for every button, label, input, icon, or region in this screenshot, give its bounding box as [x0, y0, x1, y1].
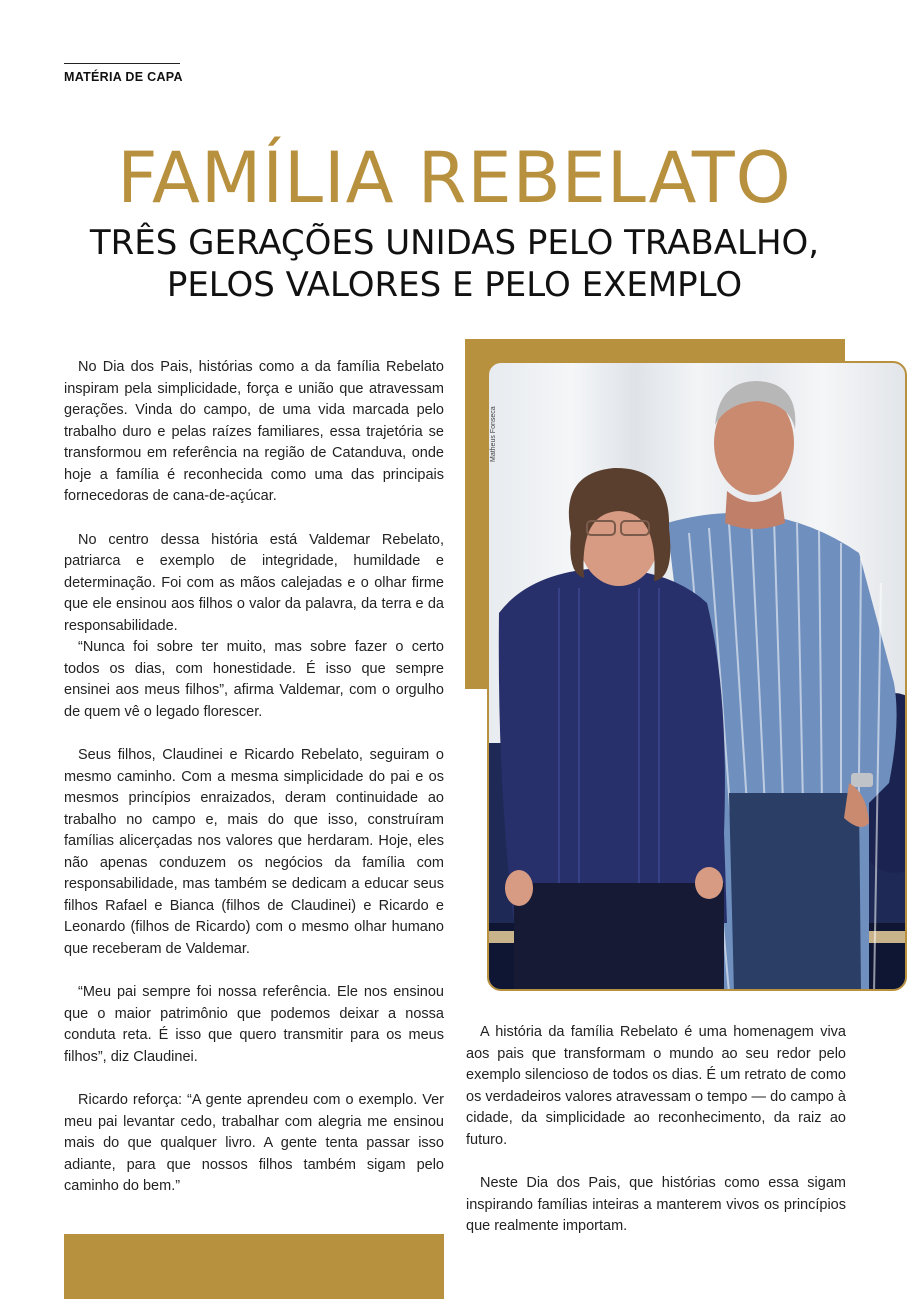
article-title: FAMÍLIA REBELATO	[117, 137, 792, 219]
subtitle-line-1: TRÊS GERAÇÕES UNIDAS PELO TRABALHO,	[89, 223, 820, 263]
paragraph-valdemar-quote: “Nunca foi sobre ter muito, mas sobre fazer o certo todos os dias, com honestidade. É isso que sempre ensinei aos meus filhos”, afirma Valdemar, com o orgulho de quem vê o legado florescer.	[64, 639, 444, 720]
footer-gold-bar	[64, 1234, 444, 1299]
paragraph-tribute: A história da família Rebelato é uma homenagem viva aos pais que transformam o mundo ao seu redor pelo exemplo silencioso de todos os dias. É um retrato de como os verdadeiros valores atravessam o tempo — do campo à cidade, da simplicidade ao reconhecimento, da raiz ao futuro.	[466, 1024, 846, 1148]
section-label: MATÉRIA DE CAPA	[64, 70, 183, 84]
paragraph-sons: Seus filhos, Claudinei e Ricardo Rebelato, seguiram o mesmo caminho. Com a mesma simplicidade do pai e os mesmos princípios enraizados, deram continuidade ao trabalho no campo e, mais do que isso, construíram famílias alicerçadas nos valores que herdaram. Hoje, eles não apenas conduzem os negócios da família com responsabilidade, mas também se dedicam a educar seus filhos Rafael e Bianca (filhos de Claudinei) e Ricardo e Leonardo (filhos de Ricardo) com o mesmo olhar humano que receberam de Valdemar.	[64, 747, 444, 957]
article-subtitle	[0, 222, 909, 306]
paragraph-closing: Neste Dia dos Pais, que histórias como essa sigam inspirando famílias inteiras a manterem vivos os princípios que realmente importam.	[466, 1175, 846, 1234]
right-column	[466, 1022, 846, 1260]
paragraph-valdemar: No centro dessa história está Valdemar Rebelato, patriarca e exemplo de integridade, humildade e determinação. Foi com as mãos calejadas e o olhar firme que ele ensinou aos filhos o valor da palavra, da terra e da responsabilidade.	[64, 531, 444, 634]
subtitle-line-2: PELOS VALORES E PELO EXEMPLO	[166, 265, 743, 305]
section-rule	[64, 63, 180, 64]
paragraph-ricardo-quote: Ricardo reforça: “A gente aprendeu com o exemplo. Ver meu pai levantar cedo, trabalhar com alegria me ensinou mais do que qualquer livro. A gente tenta passar isso adiante, para que nossos filhos também sigam pelo caminho do bem.”	[64, 1092, 444, 1194]
photo-credit: Matheus Fonseca	[490, 406, 497, 462]
family-photo	[487, 361, 907, 991]
couple-illustration	[489, 363, 907, 991]
left-column	[64, 357, 444, 1220]
paragraph-claudinei-quote: “Meu pai sempre foi nossa referência. Ele nos ensinou que o maior patrimônio que podemos deixar a nossa conduta reta. É isso que quero transmitir para os meus filhos”, diz Claudinei.	[64, 984, 444, 1065]
paragraph-intro: No Dia dos Pais, histórias como a da família Rebelato inspiram pela simplicidade, força e união que atravessam gerações. Vinda do campo, de uma vida marcada pelo trabalho duro e pelas raízes familiares, essa trajetória se transformou em referência na região de Catanduva, onde hoje a família é reconhecida como uma das principais fornecedoras de cana-de-açúcar.	[64, 359, 444, 504]
